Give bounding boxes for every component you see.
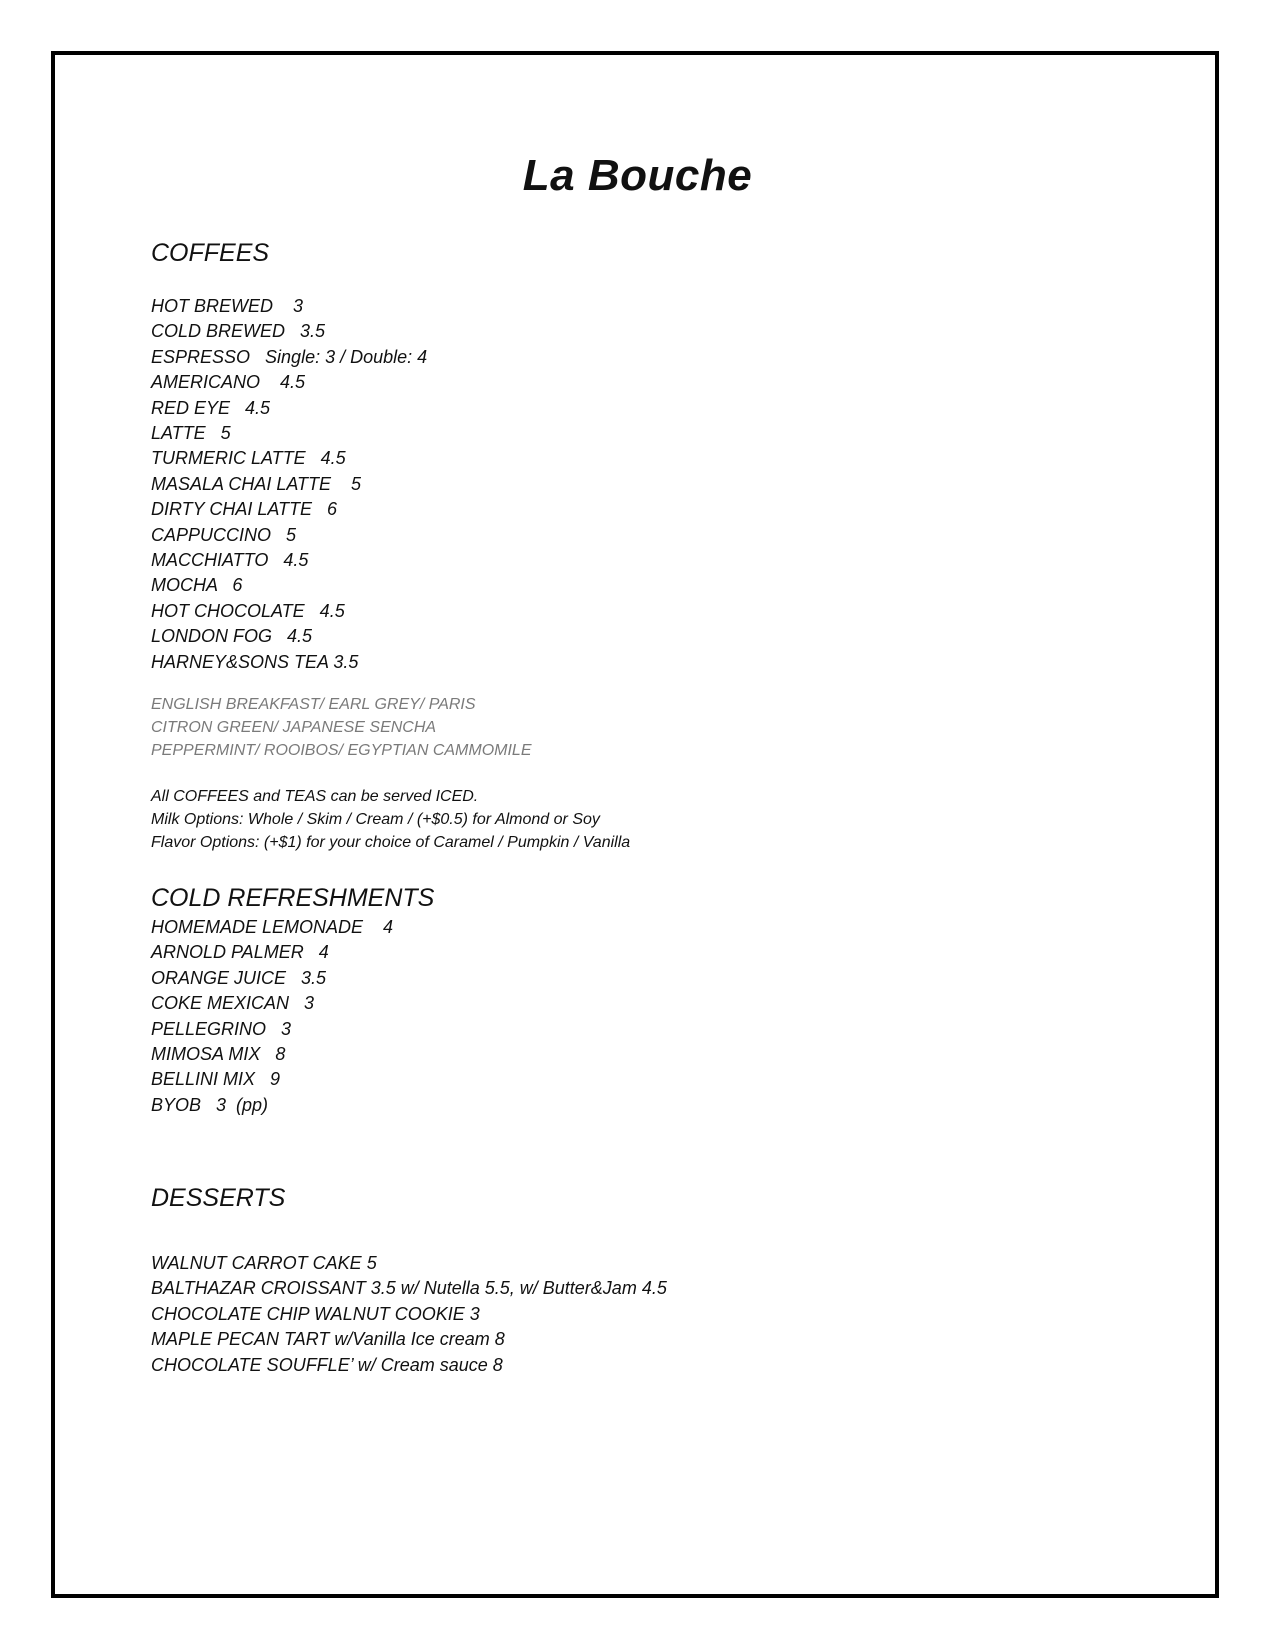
list-item: MIMOSA MIX 8: [151, 1044, 286, 1065]
list-item: MOCHA 6: [151, 575, 243, 596]
list-item: MACCHIATTO 4.5: [151, 550, 309, 571]
list-item: HOT CHOCOLATE 4.5: [151, 600, 345, 621]
list-item: DIRTY CHAI LATTE 6: [151, 499, 338, 520]
list-item: ARNOLD PALMER 4: [151, 942, 329, 963]
list-item: HARNEY&SONS TEA 3.5: [151, 651, 359, 672]
list-item: CITRON GREEN/ JAPANESE SENCHA: [151, 719, 437, 736]
list-item: HOMEMADE LEMONADE 4: [151, 917, 394, 937]
note-line: All COFFEES and TEAS can be served ICED.: [151, 788, 479, 805]
list-item: WALNUT CARROT CAKE 5: [151, 1253, 377, 1273]
note-line: Milk Options: Whole / Skim / Cream / (+$0.5) for Almond or Soy: [151, 811, 600, 828]
coffees-heading: COFFEES: [151, 239, 270, 267]
desserts-list: [151, 1251, 667, 1378]
desserts-heading: DESSERTS: [151, 1184, 286, 1212]
list-item: TURMERIC LATTE 4.5: [151, 448, 346, 469]
list-item: LATTE 5: [151, 423, 231, 444]
note-line: Flavor Options: (+$1) for your choice of Caramel / Pumpkin / Vanilla: [151, 834, 631, 851]
list-item: RED EYE 4.5: [151, 397, 271, 418]
list-item: CHOCOLATE SOUFFLE’ w/ Cream sauce 8: [151, 1354, 503, 1375]
tea-varieties-list: [151, 693, 532, 762]
coffee-notes: [151, 785, 630, 854]
list-item: ORANGE JUICE 3.5: [151, 967, 327, 988]
list-item: BELLINI MIX 9: [151, 1069, 281, 1090]
list-item: PEPPERMINT/ ROOIBOS/ EGYPTIAN CAMMOMILE: [151, 742, 532, 759]
list-item: MAPLE PECAN TART w/Vanilla Ice cream 8: [151, 1329, 505, 1350]
coffees-list: [151, 294, 427, 675]
list-item: CHOCOLATE CHIP WALNUT COOKIE 3: [151, 1303, 480, 1324]
menu-title: La Bouche: [522, 151, 753, 200]
list-item: COKE MEXICAN 3: [151, 993, 315, 1014]
cold-refreshments-list: [151, 915, 393, 1118]
list-item: ENGLISH BREAKFAST/ EARL GREY/ PARIS: [151, 696, 476, 713]
list-item: LONDON FOG 4.5: [151, 626, 313, 647]
list-item: ESPRESSO Single: 3 / Double: 4: [151, 346, 428, 367]
cold-refreshments-heading: COLD REFRESHMENTS: [151, 884, 435, 912]
list-item: BYOB 3 (pp): [151, 1094, 269, 1115]
list-item: COLD BREWED 3.5: [151, 321, 326, 342]
list-item: AMERICANO 4.5: [151, 372, 306, 393]
list-item: CAPPUCCINO 5: [151, 524, 297, 545]
list-item: HOT BREWED 3: [151, 296, 304, 316]
list-item: BALTHAZAR CROISSANT 3.5 w/ Nutella 5.5, w/ Butter&Jam 4.5: [151, 1278, 667, 1299]
list-item: MASALA CHAI LATTE 5: [151, 473, 362, 494]
list-item: PELLEGRINO 3: [151, 1018, 292, 1039]
